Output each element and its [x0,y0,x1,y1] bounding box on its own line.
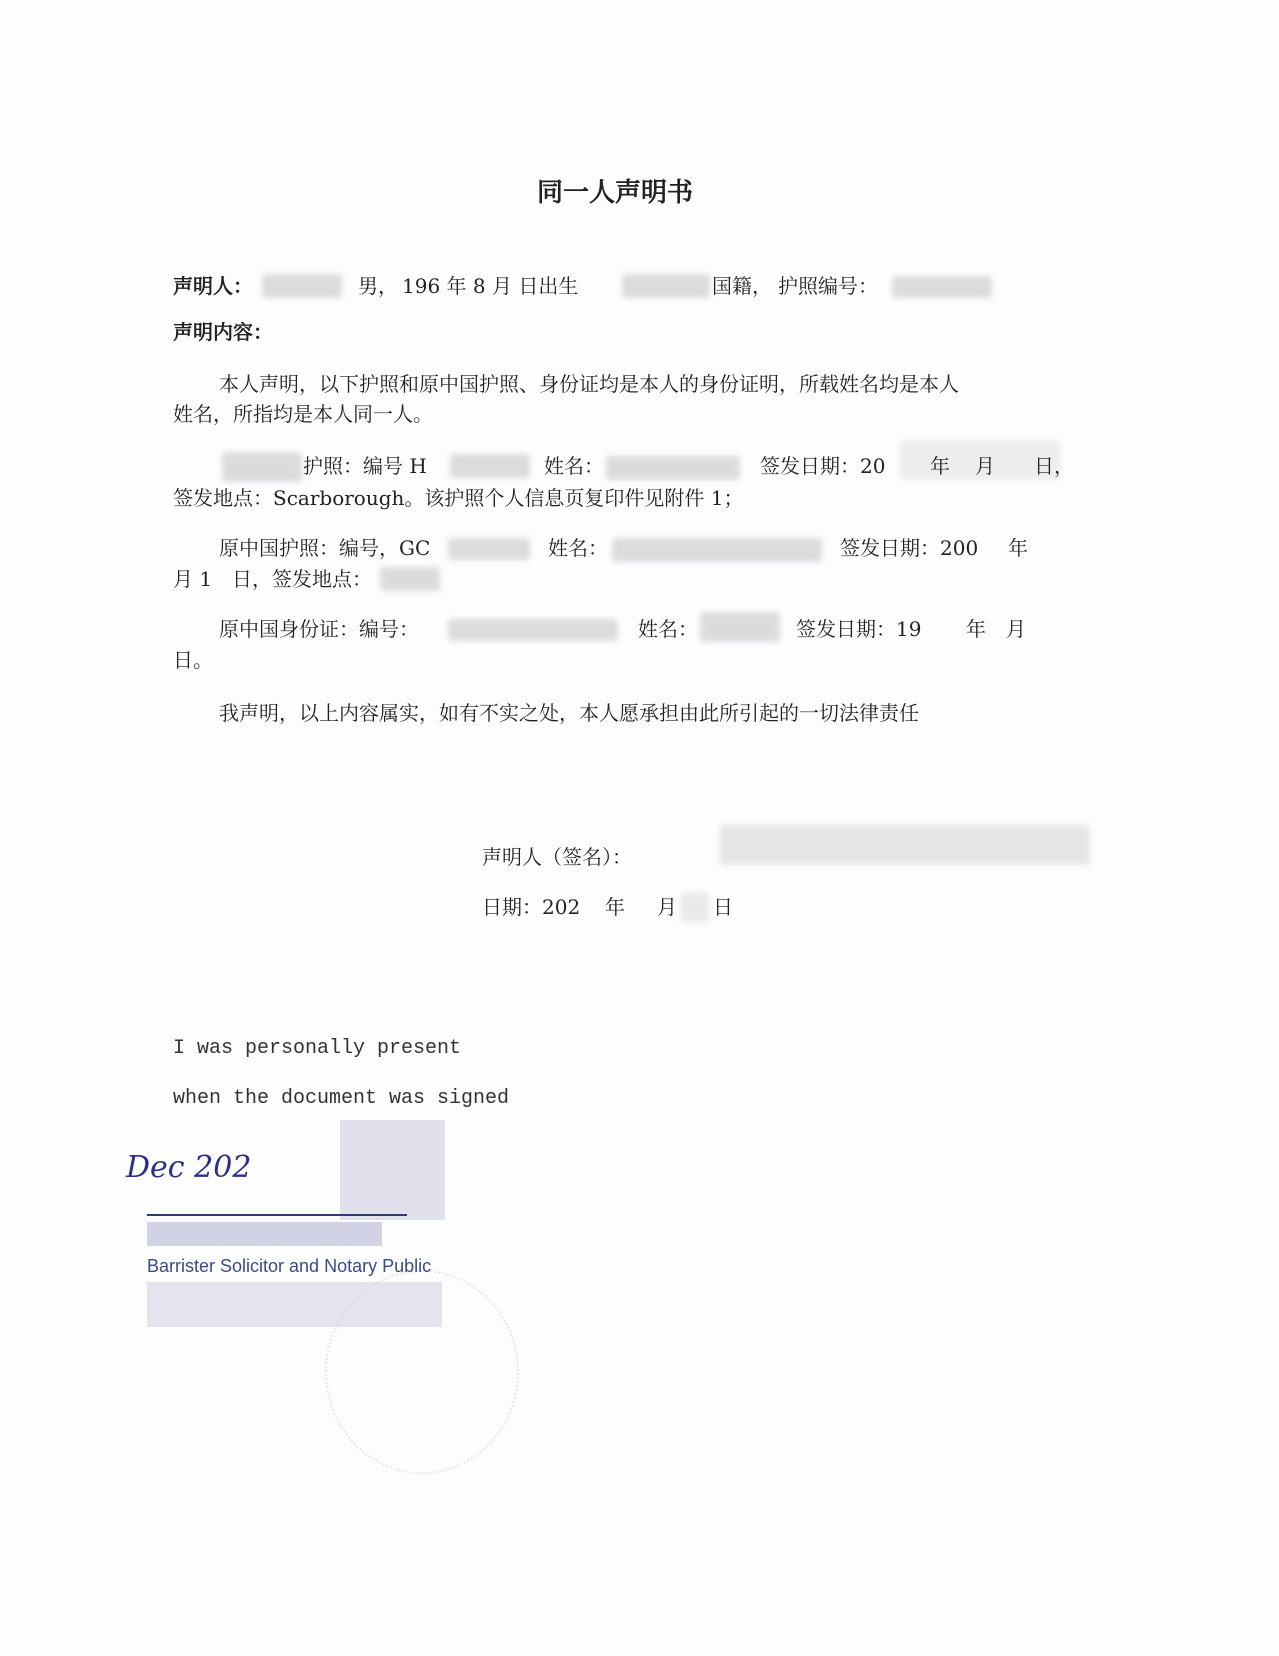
item3-date: 签发日期：19 [796,617,922,641]
content-heading: 声明内容： [173,320,273,344]
item3-year: 年 [966,617,986,641]
item3-day: 日。 [173,648,213,672]
item2-number: 原中国护照：编号，GC [219,536,431,560]
item2-year: 年 [1008,536,1028,560]
date-year: 年 [605,895,625,919]
date-month: 月 [657,895,677,919]
item2-date: 签发日期：200 [840,536,979,560]
item1-line2: 签发地点：Scarborough。该护照个人信息页复印件见附件 1； [173,486,744,510]
notary-name-redaction [147,1222,382,1246]
redaction [622,274,710,298]
redaction [612,538,822,562]
redaction [450,454,530,478]
notary-address-redaction [147,1282,442,1327]
item2-place: 日，签发地点： [232,567,372,591]
notary-title: Barrister Solicitor and Notary Public [147,1256,432,1276]
item1-number: 护照：编号 H [303,454,427,478]
declarant-label: 声明人： [173,274,253,298]
date-day: 日 [713,895,733,919]
redaction [380,567,440,591]
signature-line [147,1214,407,1216]
item3-month: 月 [1006,617,1026,641]
declarant-nationality: 国籍， [712,274,772,298]
notary-statement-line1: I was personally present [173,1037,462,1060]
item3-name: 姓名： [638,617,698,641]
item1-day: 日， [1034,454,1074,478]
document-title: 同一人声明书 [536,178,693,208]
notary-statement-line2: when the document was signed [173,1087,510,1110]
item2-month: 月 1 [173,567,213,591]
redaction [892,276,992,298]
declarant-birth: 196 年 8 月 日出生 [402,274,579,298]
redaction [681,892,709,922]
signature-label: 声明人（签名）： [482,845,632,869]
item1-year: 年 [930,454,950,478]
paragraph1-line1: 本人声明，以下护照和原中国护照、身份证均是本人的身份证明，所载姓名均是本人 [219,372,959,396]
redaction [448,538,530,560]
declarant-passport-label: 护照编号： [778,274,878,298]
item2-name: 姓名： [548,536,608,560]
item1-month: 月 [975,454,995,478]
item3-number: 原中国身份证：编号： [219,617,419,641]
declarant-gender: 男， [358,274,398,298]
item1-date: 签发日期：20 [760,454,886,478]
redaction [448,619,618,641]
handwritten-date: Dec 202 [126,1150,252,1185]
redaction [606,456,740,480]
redaction [222,452,302,482]
redaction [262,274,342,298]
stamp-redaction [340,1120,445,1220]
signature-redaction [720,825,1090,865]
paragraph1-line2: 姓名，所指均是本人同一人。 [173,402,433,426]
date-label: 日期：202 [482,895,581,919]
item1-name: 姓名： [544,454,604,478]
final-declaration: 我声明，以上内容属实，如有不实之处，本人愿承担由此所引起的一切法律责任 [219,701,919,725]
redaction [700,612,780,642]
